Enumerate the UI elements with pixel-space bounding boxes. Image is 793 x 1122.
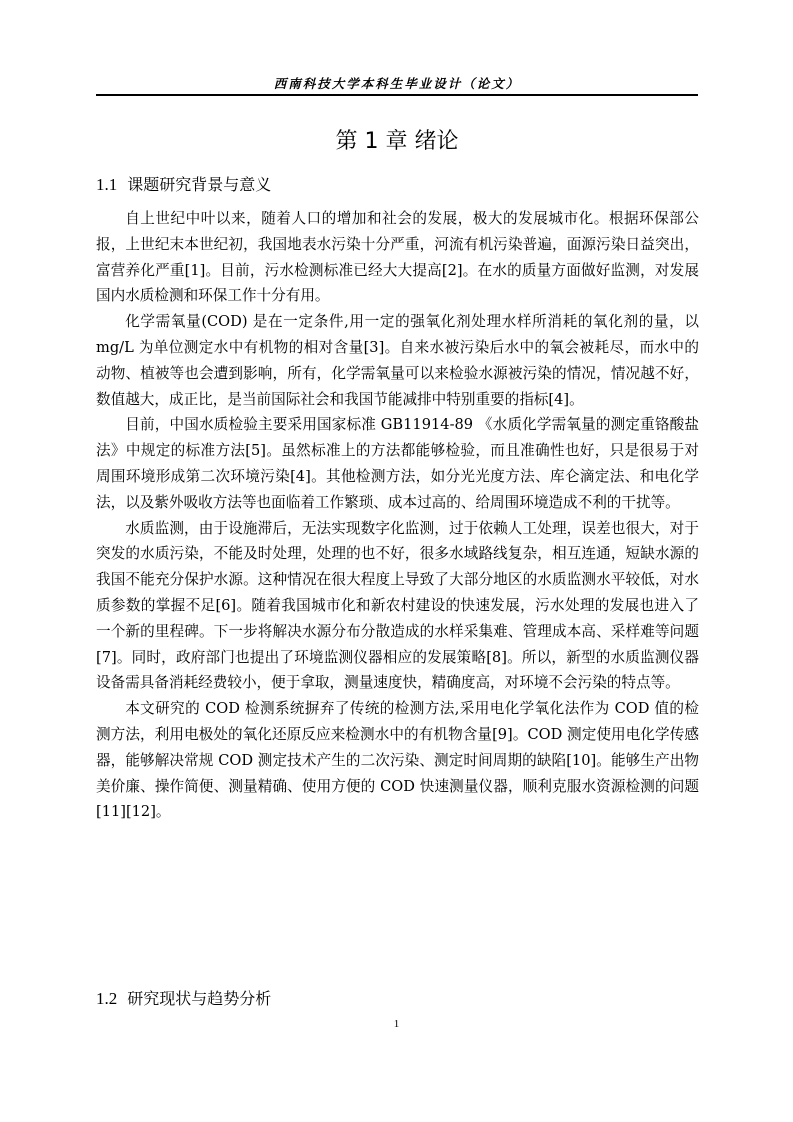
section-number: 1.1 (96, 175, 118, 194)
paragraph: 化学需氧量(COD) 是在一定条件,用一定的强氧化剂处理水样所消耗的氧化剂的量，以 mg/L 为单位测定水中有机物的相对含量[3]。自来水被污染后水中的氧会被耗尽，而水中的动物、植被等也会遭到影响，所有，化学需氧量可以来检验水源被污染的情况，情况越不好，数值越大，成正比，是当前国际社会和我国节能减排中特别重要的指标[4]。 (96, 313, 699, 408)
running-header: 西南科技大学本科生毕业设计（论文） (273, 76, 521, 91)
paragraph: 自上世纪中叶以来，随着人口的增加和社会的发展，极大的发展城市化。根据环保部公报，上世纪末本世纪初，我国地表水污染十分严重，河流有机污染普遍，面源污染日益突出，富营养化严重[1]。目前，污水检测标准已经大大提高[2]。在水的质量方面做好监测，对发展国内水质检测和环保工作十分有用。 (96, 210, 699, 305)
page-number: 1 (393, 1018, 400, 1030)
section-title: 研究现状与趋势分析 (127, 989, 272, 1008)
paragraph: 本文研究的 COD 检测系统摒弃了传统的检测方法,采用电化学氧化法作为 COD 值的检测方法，利用电极处的氧化还原反应来检测水中的有机物含量[9]。COD 测定使用电化学传感器，能够解决常规 COD 测定技术产生的二次污染、测定时间周期的缺陷[10]。能够生产出物美价廉、操作简便、测量精确、使用方便的 COD 快速测量仪器，顺利克服水资源检测的问题[11][12]。 (96, 700, 699, 821)
section-heading-1-2 (96, 986, 271, 1009)
chapter-title: 第 1 章 绪论 (335, 129, 459, 154)
paragraph: 目前，中国水质检验主要采用国家标准 GB11914-89 《水质化学需氧量的测定重铬酸盐法》中规定的标准方法[5]。虽然标准上的方法都能够检验，而且准确性也好，只是很易于对周围环境形成第二次环境污染[4]。其他检测方法，如分光光度方法、库仑滴定法、和电化学法，以及紫外吸收方法等也面临着工作繁琐、成本过高的、给周围环境造成不利的干扰等。 (96, 416, 699, 511)
paragraph: 水质监测，由于设施滞后，无法实现数字化监测，过于依赖人工处理，误差也很大，对于突发的水质污染，不能及时处理，处理的也不好，很多水域路线复杂，相互连通，短缺水源的我国不能充分保护水源。这种情况在很大程度上导致了大部分地区的水质监测水平较低，对水质参数的掌握不足[6]。随着我国城市化和新农村建设的快速发展，污水处理的发展也进入了一个新的里程碑。下一步将解决水源分布分散造成的水样采集难、管理成本高、采样难等问题[7]。同时，政府部门也提出了环境监测仪器相应的发展策略[8]。所以，新型的水质监测仪器设备需具备消耗经费较小，便于拿取，测量速度快，精确度高，对环境不会污染的特点等。 (96, 519, 699, 692)
section-number: 1.2 (96, 989, 118, 1008)
body-text (96, 206, 699, 825)
section-heading-1-1 (96, 172, 271, 195)
header-rule (96, 94, 698, 96)
section-title: 课题研究背景与意义 (127, 175, 272, 194)
